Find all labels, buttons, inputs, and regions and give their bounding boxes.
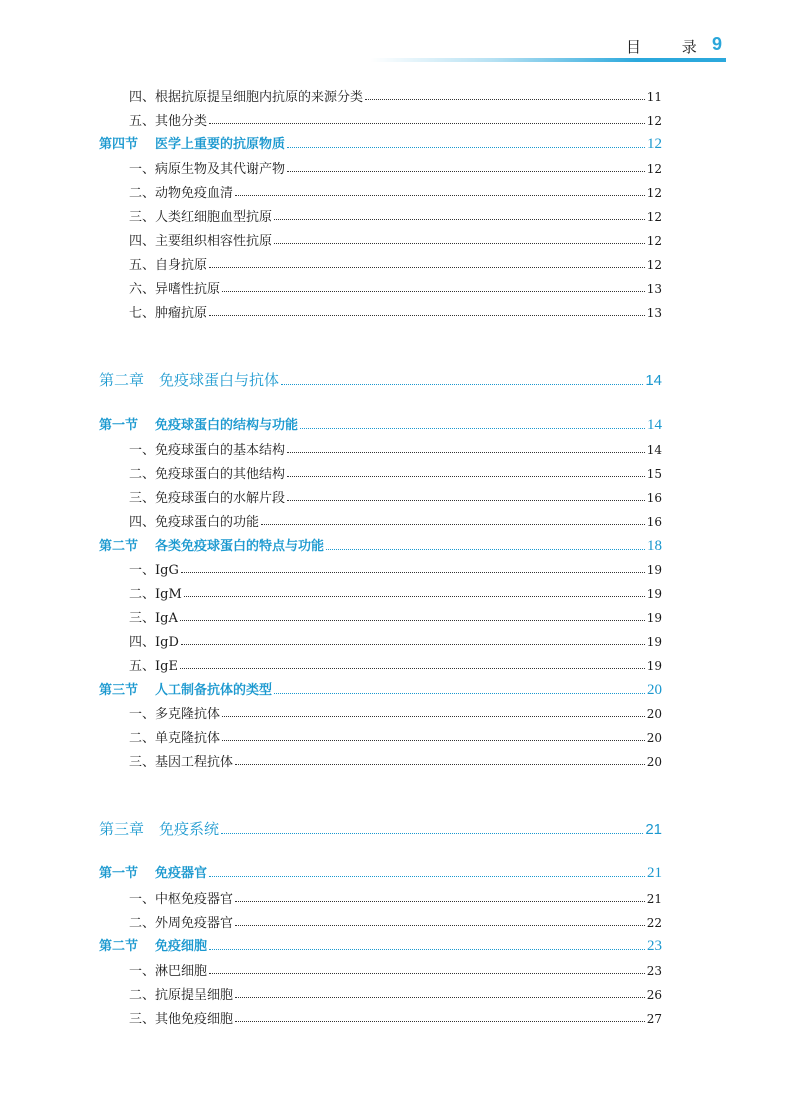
toc-item-label: 二、免疫球蛋白的其他结构 <box>129 467 286 482</box>
toc-item[interactable] <box>0 439 662 458</box>
toc-chapter[interactable] <box>0 818 662 839</box>
toc-item[interactable] <box>0 559 662 578</box>
dot-leader <box>235 764 645 765</box>
toc-section-label <box>99 535 324 554</box>
toc-item-page: 23 <box>646 964 662 978</box>
dot-leader <box>287 171 645 172</box>
dot-leader <box>287 452 645 453</box>
toc-item[interactable] <box>0 230 662 249</box>
section-title: 人工制备抗体的类型 <box>155 683 273 698</box>
toc-item-label: 三、IgA <box>129 611 178 626</box>
toc-item[interactable] <box>0 182 662 201</box>
toc-item[interactable] <box>0 984 662 1003</box>
toc-item[interactable] <box>0 960 662 979</box>
toc-item-page: 12 <box>646 162 662 176</box>
toc-item-page: 21 <box>646 892 662 906</box>
toc-item-label: 三、免疫球蛋白的水解片段 <box>129 491 286 506</box>
header-title: 目 录 <box>626 38 715 56</box>
toc-item-label: 四、主要组织相容性抗原 <box>129 234 273 249</box>
toc-item-page: 19 <box>646 635 662 649</box>
toc-section[interactable] <box>0 535 662 555</box>
toc-item[interactable] <box>0 86 662 105</box>
dot-leader <box>184 596 645 597</box>
toc-section-page: 21 <box>647 865 662 881</box>
toc-item-page: 12 <box>646 186 662 200</box>
toc-item-page: 16 <box>646 515 662 529</box>
toc-item[interactable] <box>0 1008 662 1027</box>
toc-item-page: 12 <box>646 210 662 224</box>
toc-section-page: 18 <box>647 538 662 554</box>
toc-item-label: 三、基因工程抗体 <box>129 755 234 770</box>
toc-section[interactable] <box>0 935 662 955</box>
section-title: 免疫器官 <box>155 866 208 881</box>
toc-chapter-label <box>99 818 219 839</box>
section-title: 各类免疫球蛋白的特点与功能 <box>155 539 325 554</box>
toc-chapter[interactable] <box>0 369 662 390</box>
toc-item-label: 四、根据抗原提呈细胞内抗原的来源分类 <box>129 90 364 105</box>
toc-item[interactable] <box>0 912 662 931</box>
dot-leader <box>274 693 645 694</box>
dot-leader <box>235 997 645 998</box>
toc-item[interactable] <box>0 110 662 129</box>
toc-item[interactable] <box>0 888 662 907</box>
toc-item-label: 三、其他免疫细胞 <box>129 1012 234 1027</box>
chapter-number: 第三章 <box>99 820 145 838</box>
toc-item-page: 12 <box>646 258 662 272</box>
dot-leader <box>287 147 645 148</box>
section-title: 免疫球蛋白的结构与功能 <box>155 418 299 433</box>
dot-leader <box>222 740 645 741</box>
toc-section[interactable] <box>0 414 662 434</box>
header-page-number: 9 <box>712 34 723 54</box>
dot-leader <box>180 620 645 621</box>
toc-item[interactable] <box>0 254 662 273</box>
toc-item-label: 一、淋巴细胞 <box>129 964 208 979</box>
toc-item-page: 12 <box>646 114 662 128</box>
toc-item-page: 27 <box>646 1012 662 1026</box>
toc-item[interactable] <box>0 278 662 297</box>
toc-item-label: 五、IgE <box>129 659 178 674</box>
toc-item[interactable] <box>0 158 662 177</box>
section-number: 第二节 <box>99 939 139 954</box>
chapter-title: 免疫球蛋白与抗体 <box>159 371 280 389</box>
toc-item-label: 七、肿瘤抗原 <box>129 306 208 321</box>
dot-leader <box>222 716 645 717</box>
toc-section-label <box>99 935 207 954</box>
toc-item-page: 14 <box>646 443 662 457</box>
toc-item-page: 19 <box>646 563 662 577</box>
toc-item[interactable] <box>0 511 662 530</box>
toc-section[interactable] <box>0 862 662 882</box>
dot-leader <box>209 315 645 316</box>
toc-item-label: 一、多克隆抗体 <box>129 707 221 722</box>
toc-item-label: 五、自身抗原 <box>129 258 208 273</box>
toc-item-page: 15 <box>646 467 662 481</box>
toc-item-page: 19 <box>646 611 662 625</box>
toc-item-page: 13 <box>646 282 662 296</box>
toc-item[interactable] <box>0 631 662 650</box>
toc-item-label: 一、免疫球蛋白的基本结构 <box>129 443 286 458</box>
toc-section-label <box>99 679 272 698</box>
toc-item-label: 一、IgG <box>129 563 179 578</box>
toc-item-label: 三、人类红细胞血型抗原 <box>129 210 273 225</box>
toc-item[interactable] <box>0 487 662 506</box>
dot-leader <box>180 668 645 669</box>
toc-section-page: 14 <box>647 417 662 433</box>
toc-section-label <box>99 414 298 433</box>
dot-leader <box>222 291 645 292</box>
section-number: 第四节 <box>99 137 139 152</box>
toc-item-label: 二、IgM <box>129 587 182 602</box>
dot-leader <box>300 428 645 429</box>
dot-leader <box>209 123 645 124</box>
toc-item-page: 20 <box>646 707 662 721</box>
toc-item-label: 二、抗原提呈细胞 <box>129 988 234 1003</box>
dot-leader <box>281 384 643 385</box>
chapter-title: 免疫系统 <box>159 820 220 838</box>
dot-leader <box>209 267 645 268</box>
dot-leader <box>181 572 645 573</box>
dot-leader <box>235 195 645 196</box>
dot-leader <box>261 524 645 525</box>
toc-item-page: 26 <box>646 988 662 1002</box>
dot-leader <box>235 901 645 902</box>
toc-item[interactable] <box>0 583 662 602</box>
toc-item-page: 19 <box>646 659 662 673</box>
toc-item[interactable] <box>0 607 662 626</box>
chapter-number: 第二章 <box>99 371 145 389</box>
toc-section[interactable] <box>0 133 662 153</box>
toc-section-label <box>99 133 285 152</box>
toc-item[interactable] <box>0 727 662 746</box>
toc-chapter-label <box>99 369 279 390</box>
toc-item-label: 二、单克隆抗体 <box>129 731 221 746</box>
toc-section-page: 23 <box>647 938 662 954</box>
section-number: 第二节 <box>99 539 139 554</box>
toc-item-label: 五、其他分类 <box>129 114 208 129</box>
toc-section-page: 12 <box>647 136 662 152</box>
dot-leader <box>209 876 645 877</box>
section-number: 第三节 <box>99 683 139 698</box>
toc-item-page: 12 <box>646 234 662 248</box>
toc-item-page: 13 <box>646 306 662 320</box>
dot-leader <box>365 99 645 100</box>
toc-item-label: 四、免疫球蛋白的功能 <box>129 515 260 530</box>
dot-leader <box>287 476 645 477</box>
toc-item-page: 20 <box>646 755 662 769</box>
toc-item-page: 19 <box>646 587 662 601</box>
toc-item-label: 六、异嗜性抗原 <box>129 282 221 297</box>
toc-item[interactable] <box>0 751 662 770</box>
dot-leader <box>274 243 645 244</box>
dot-leader <box>274 219 645 220</box>
toc-section-page: 20 <box>647 682 662 698</box>
section-number: 第一节 <box>99 866 139 881</box>
toc-item[interactable] <box>0 206 662 225</box>
toc-item-page: 22 <box>646 916 662 930</box>
dot-leader <box>287 500 645 501</box>
dot-leader <box>221 833 643 834</box>
toc-item-page: 16 <box>646 491 662 505</box>
toc-item[interactable] <box>0 655 662 674</box>
toc-item-label: 二、外周免疫器官 <box>129 916 234 931</box>
dot-leader <box>235 925 645 926</box>
section-title: 免疫细胞 <box>155 939 208 954</box>
dot-leader <box>326 549 645 550</box>
toc-item-label: 四、IgD <box>129 635 179 650</box>
section-title: 医学上重要的抗原物质 <box>155 137 286 152</box>
toc-item[interactable] <box>0 463 662 482</box>
dot-leader <box>181 644 645 645</box>
toc-item-page: 11 <box>646 90 662 104</box>
dot-leader <box>235 1021 645 1022</box>
toc-item-label: 二、动物免疫血清 <box>129 186 234 201</box>
toc-item-label: 一、病原生物及其代谢产物 <box>129 162 286 177</box>
toc-chapter-page: 21 <box>645 821 662 838</box>
toc-item-label: 一、中枢免疫器官 <box>129 892 234 907</box>
toc-section-label <box>99 862 207 881</box>
toc-item-page: 20 <box>646 731 662 745</box>
toc-section[interactable] <box>0 679 662 699</box>
toc-item[interactable] <box>0 302 662 321</box>
dot-leader <box>209 949 645 950</box>
toc-chapter-page: 14 <box>645 372 662 389</box>
toc-item[interactable] <box>0 703 662 722</box>
dot-leader <box>209 973 645 974</box>
section-number: 第一节 <box>99 418 139 433</box>
